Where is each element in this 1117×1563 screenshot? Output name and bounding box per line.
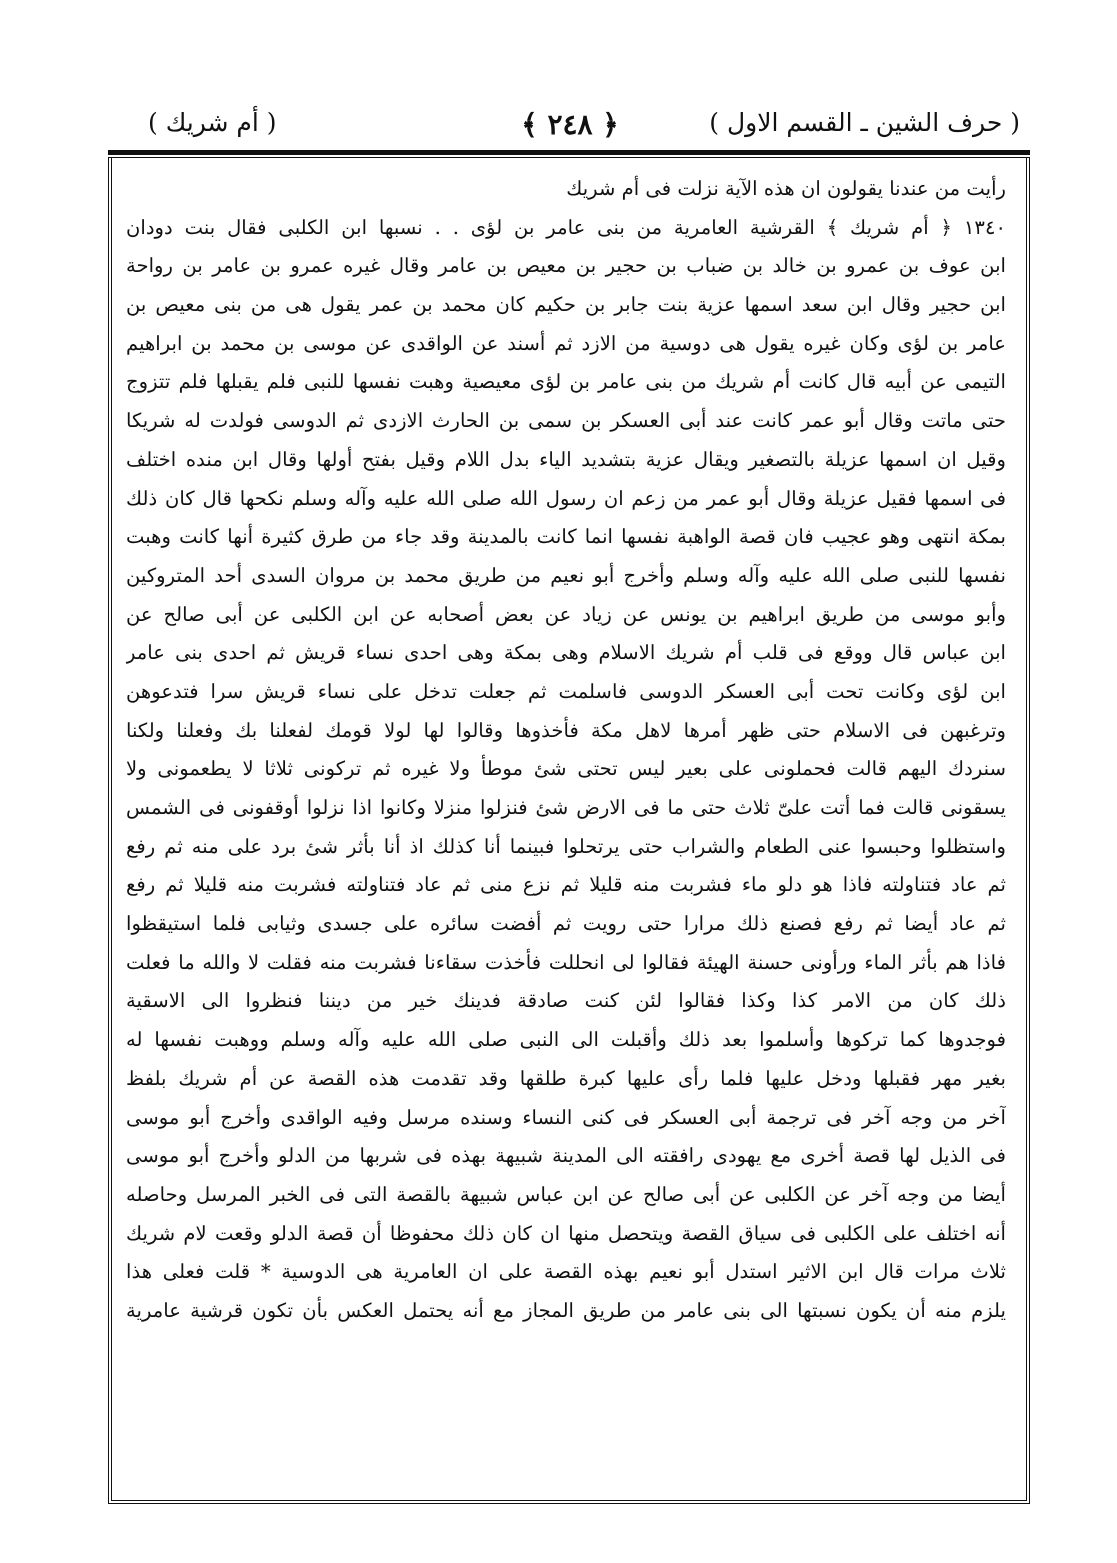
text-line: وترغبهن فى الاسلام حتى ظهر أمرها لاهل مكة فأخذوها وقالوا لها لولا قومك لفعلنا بك وفعلنا ولكنا (126, 718, 1006, 742)
body-text (126, 170, 1006, 1331)
text-line: آخر من وجه آخر فى ترجمة أبى العسكر فى كنى النساء وسنده مرسل وفيه الواقدى وأخرج أبو موسى (126, 1105, 1006, 1129)
text-line: فاذا هم بأثر الماء ورأونى حسنة الهيئة فقالوا لى انحللت فأخذت سقاءنا فشربت منه فقلت لا والله ما فعلت (126, 950, 1006, 974)
text-line: رأيت من عندنا يقولون ان هذه الآية نزلت فى أم شريك (566, 177, 1006, 200)
text-line: ذلك كان من الامر كذا وكذا فقالوا لئن كنت صادقة فدينك خير من ديننا فنظروا الى الاسقية (126, 989, 1006, 1013)
text-line: ابن لؤى وكانت تحت أبى العسكر الدوسى فاسلمت ثم جعلت تدخل على نساء قريش سرا فتدعوهن (126, 679, 1006, 703)
text-line: يسقونى قالت فما أتت علىّ ثلاث حتى ما فى الارض شئ فنزلوا منزلا وكانوا اذا نزلوا أوقفونى فى الشمس (126, 796, 1006, 819)
entry-title: ( أم شريك ) (148, 108, 277, 137)
text-line: عامر بن لؤى وكان غيره يقول هى دوسية من الازد ثم أسند عن الواقدى عن موسى بن محمد بن ابراهيم (126, 331, 1006, 355)
text-line: سنردك اليهم قالت فحملونى على بعير ليس تحتى شئ موطأ ولا غيره ثم تركونى ثلاثا لا يطعمونى ولا (126, 757, 1006, 781)
text-line: ثم عاد فتناولته فاذا هو دلو ماء فشربت منه قليلا ثم نزع منى ثم عاد فتناولته فشربت منه قليلا ثم رفع (126, 873, 1006, 897)
text-line: ابن عوف بن عمرو بن خالد بن ضباب بن حجير بن معيص بن عامر وقال غيره عمرو بن عامر بن رواحة (126, 254, 1006, 278)
text-line: أيضا من وجه آخر عن الكلبى عن أبى صالح عن ابن عباس شبيهة بالقصة التى فى الخبر المرسل وحاصله (126, 1182, 1006, 1206)
text-line: فى اسمها فقيل عزيلة وقال أبو عمر من زعم ان رسول الله صلى الله عليه وآله وسلم نكحها قال كان ذلك (126, 486, 1006, 510)
page-header (120, 108, 1020, 148)
text-line: وقيل ان اسمها عزيلة بالتصغير ويقال عزية بتشديد الياء بدل اللام وقيل بفتح أولها وقال ابن منده اختلف (126, 447, 1006, 471)
text-line: أنه اختلف على الكلبى فى سياق القصة ويتحصل منها ان كان ذلك محفوظا أن قصة الدلو وقعت لام شريك (126, 1221, 1006, 1245)
text-line: بمكة انتهى وهو عجيب فان قصة الواهبة نفسها انما كانت بالمدينة وقد جاء من طرق كثيرة أنها كانت وهبت (126, 525, 1006, 549)
section-title: ( حرف الشين ـ القسم الاول ) (709, 108, 1020, 137)
text-line: ثم عاد أيضا ثم رفع فصنع ذلك مرارا حتى رويت ثم أفضت سائره على جسدى وثيابى فلما استيقظوا (126, 912, 1006, 936)
text-line: يلزم منه أن يكون نسبتها الى بنى عامر من طريق المجاز مع أنه يحتمل العكس بأن تكون قرشية عامرية (126, 1298, 1006, 1322)
text-line: ١٣٤٠ ﴿ أم شريك ﴾ القرشية العامرية من بنى عامر بن لؤى . . نسبها ابن الكلبى فقال بنت دودان (126, 215, 1006, 239)
text-line: ثلاث مرات قال ابن الاثير استدل أبو نعيم بهذه القصة على ان العامرية هى الدوسية * قلت فعلى هذا (126, 1260, 1006, 1284)
text-line: واستظلوا وحبسوا عنى الطعام والشراب حتى يرتحلوا فبينما أنا كذلك اذ أنا بأثر شئ برد على منه ثم رفع (126, 834, 1006, 858)
text-line: نفسها للنبى صلى الله عليه وآله وسلم وأخرج أبو نعيم من طريق محمد بن مروان السدى أحد المتروكين (126, 563, 1006, 587)
text-line: وأبو موسى من طريق ابراهيم بن يونس عن زياد عن بعض أصحابه عن ابن الكلبى عن أبى صالح عن (126, 602, 1006, 626)
header-rule (108, 150, 1030, 155)
page-number: ﴿ ٢٤٨ ﴾ (521, 108, 619, 141)
text-line: فى الذيل لها قصة أخرى مع يهودى رافقته الى المدينة شبيهة بهذه فى شربها من الدلو وأخرج أبو موسى (126, 1144, 1006, 1168)
text-line: التيمى عن أبيه قال كانت أم شريك من بنى عامر بن لؤى معيصية وهبت نفسها للنبى فلم يقبلها فلم تتزوج (126, 370, 1006, 394)
text-line: فوجدوها كما تركوها وأسلموا بعد ذلك وأقبلت الى النبى صلى الله عليه وآله وسلم ووهبت نفسها له (126, 1028, 1006, 1052)
text-line: حتى ماتت وقال أبو عمر كانت عند أبى العسكر بن سمى بن الحارث الازدى ثم الدوسى فولدت له شريكا (126, 409, 1006, 433)
text-line: ابن عباس قال ووقع فى قلب أم شريك الاسلام وهى بمكة وهى احدى نساء قريش ثم احدى بنى عامر (126, 641, 1006, 665)
text-line: ابن حجير وقال ابن سعد اسمها عزية بنت جابر بن حكيم كان محمد بن عمر يقول هى من بنى معيص بن (126, 293, 1006, 317)
text-line: بغير مهر فقبلها ودخل عليها فلما رأى عليها كبرة طلقها وقد تقدمت هذه القصة عن أم شريك بلفظ (126, 1066, 1006, 1090)
